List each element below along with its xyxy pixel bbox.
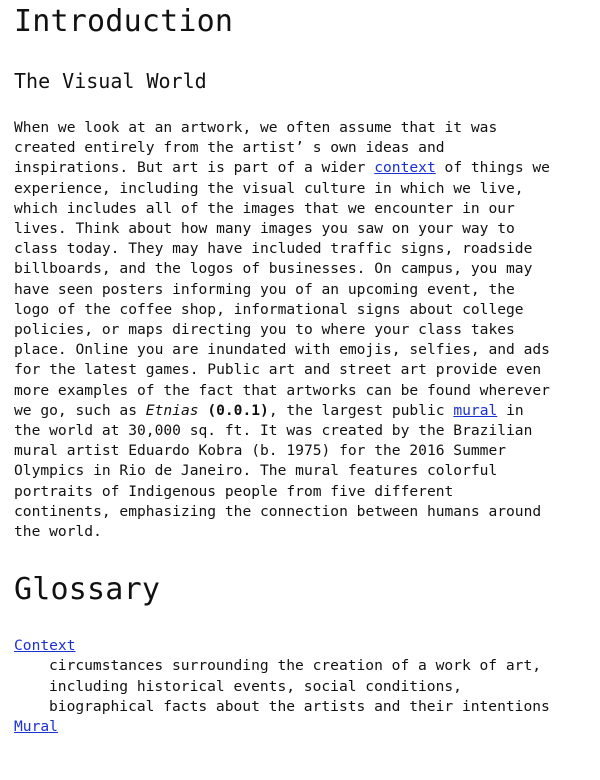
paragraph-line: continents, emphasizing the connection between humans around — [14, 502, 542, 520]
paragraph-line: place. Online you are inundated with emojis, selfies, and ads — [14, 341, 550, 359]
paragraph-line: more examples of the fact that artworks can be found wherever — [14, 381, 550, 399]
context-link[interactable]: context — [374, 159, 436, 177]
glossary-term — [14, 636, 586, 656]
paragraph-line: policies, or maps directing you to where your class takes — [14, 321, 515, 339]
glossary-title: Glossary — [14, 572, 161, 608]
paragraph-line: lives. Think about how many images you saw on your way to — [14, 220, 515, 238]
glossary-term-context-link[interactable]: Context — [14, 637, 76, 655]
definition-line: biographical facts about the artists and their intentions — [49, 697, 550, 715]
artwork-title-etnias: Etnias — [145, 401, 199, 419]
glossary-term-mural-link[interactable]: Mural — [14, 718, 58, 736]
paragraph-line: class today. They may have included traffic signs, roadside — [14, 240, 533, 258]
text-run: , the largest public — [268, 401, 454, 419]
text-run: inspirations. But art is part of a wider — [14, 159, 375, 177]
paragraph-line: Olympics in Rio de Janeiro. The mural features colorful — [14, 462, 498, 480]
paragraph-line: created entirely from the artist’ s own ideas and — [14, 139, 445, 157]
paragraph-line: the world. — [14, 523, 102, 541]
figure-reference: (0.0.1) — [207, 401, 269, 419]
paragraph-line: logo of the coffee shop, informational signs about college — [14, 300, 524, 318]
text-run: of things we — [435, 159, 550, 177]
section-heading-visual-world: The Visual World — [14, 69, 207, 93]
definition-line: circumstances surrounding the creation of a work of art, — [49, 657, 542, 675]
paragraph-line: have seen posters informing you of an upcoming event, the — [14, 280, 515, 298]
glossary-list — [14, 636, 586, 737]
paragraph-line: mural artist Eduardo Kobra (b. 1975) for the 2016 Summer — [14, 442, 507, 460]
page-title: Introduction — [14, 4, 234, 39]
paragraph-line: which includes all of the images that we encounter in our — [14, 199, 515, 217]
paragraph-line: billboards, and the logos of businesses. On campus, you may — [14, 260, 533, 278]
paragraph-line: experience, including the visual culture in which we live, — [14, 179, 524, 197]
paragraph-line — [14, 158, 586, 178]
text-run: in — [497, 401, 524, 419]
paragraph-line: When we look at an artwork, we often assume that it was — [14, 119, 498, 136]
intro-paragraph — [14, 118, 586, 542]
paragraph-line — [14, 401, 586, 421]
paragraph-line: the world at 30,000 sq. ft. It was created by the Brazilian — [14, 422, 533, 440]
definition-line: including historical events, social conditions, — [49, 677, 462, 695]
glossary-definition — [49, 656, 586, 717]
text-run: we go, such as — [14, 401, 146, 419]
mural-link[interactable]: mural — [453, 401, 498, 419]
paragraph-line: portraits of Indigenous people from five different — [14, 482, 454, 500]
glossary-term — [14, 717, 586, 737]
paragraph-line: for the latest games. Public art and street art provide even — [14, 361, 542, 379]
